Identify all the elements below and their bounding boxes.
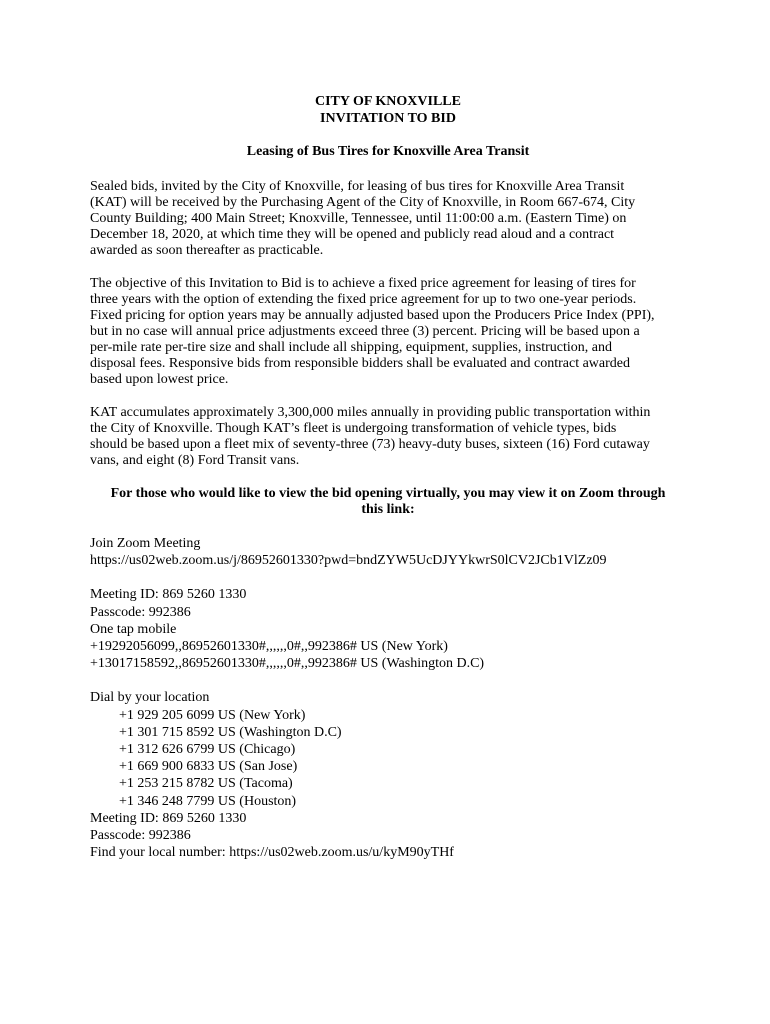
dial-number: +1 301 715 8592 US (Washington D.C) xyxy=(119,724,342,740)
paragraph-objective xyxy=(90,276,686,388)
paragraph-line: Fixed pricing for option years may be annually adjusted based upon the Producers Price Index (PPI), xyxy=(90,308,655,323)
dial-number: +1 669 900 6833 US (San Jose) xyxy=(119,759,298,775)
passcode: Passcode: 992386 xyxy=(90,604,191,620)
zoom-join-block xyxy=(90,535,686,569)
document-body xyxy=(90,93,686,861)
paragraph-sealed-bids xyxy=(90,179,686,259)
dial-label: Dial by your location xyxy=(90,690,210,706)
paragraph-line: (KAT) will be received by the Purchasing Agent of the City of Knoxville, in Room 667-674, City xyxy=(90,195,636,210)
meeting-id: Meeting ID: 869 5260 1330 xyxy=(90,587,247,603)
paragraph-line: based upon lowest price. xyxy=(90,372,229,387)
paragraph-line: but in no case will annual price adjustments exceed three (3) percent. Pricing will be based upon a xyxy=(90,324,640,339)
paragraph-line: Sealed bids, invited by the City of Knoxville, for leasing of bus tires for Knoxville Area Transit xyxy=(90,179,625,194)
paragraph-line: per-mile rate per-tire size and shall include all shipping, equipment, supplies, instruction, and xyxy=(90,340,612,355)
dial-number: +1 929 205 6099 US (New York) xyxy=(119,707,306,723)
one-tap-label: One tap mobile xyxy=(90,621,177,637)
paragraph-line: the City of Knoxville. Though KAT’s fleet is undergoing transformation of vehicle types, bids xyxy=(90,421,617,436)
dial-number: +1 346 248 7799 US (Houston) xyxy=(119,793,297,809)
zoom-notice-line: For those who would like to view the bid opening virtually, you may view it on Zoom through xyxy=(110,486,666,501)
paragraph-line: three years with the option of extending the fixed price agreement for up to two one-year periods. xyxy=(90,292,637,307)
meeting-id: Meeting ID: 869 5260 1330 xyxy=(90,810,247,826)
zoom-notice-line: this link: xyxy=(361,502,415,517)
one-tap-number[interactable]: +19292056099,,86952601330#,,,,,,0#,,992386# US (New York) xyxy=(90,639,448,655)
one-tap-number[interactable]: +13017158592,,86952601330#,,,,,,0#,,992386# US (Washington D.C) xyxy=(90,656,485,672)
join-zoom-label: Join Zoom Meeting xyxy=(90,536,201,551)
dial-number: +1 253 215 8782 US (Tacoma) xyxy=(119,776,293,792)
paragraph-line: should be based upon a fleet mix of seventy-three (73) heavy-duty buses, sixteen (16) Ford cutaway xyxy=(90,437,650,452)
local-number-link[interactable]: Find your local number: https://us02web.zoom.us/u/kyM90yTHf xyxy=(90,845,454,861)
paragraph-kat-fleet xyxy=(90,405,686,469)
paragraph-line: County Building; 400 Main Street; Knoxville, Tennessee, until 11:00:00 a.m. (Eastern Time) on xyxy=(90,211,627,226)
zoom-notice xyxy=(90,486,686,518)
doc-type-title: INVITATION TO BID xyxy=(320,111,456,126)
passcode: Passcode: 992386 xyxy=(90,828,191,844)
subject-heading: Leasing of Bus Tires for Knoxville Area Transit xyxy=(246,144,530,159)
join-zoom-link[interactable]: https://us02web.zoom.us/j/86952601330?pwd=bndZYW5UcDJYYkwrS0lCV2JCb1VlZz09 xyxy=(90,553,607,569)
paragraph-line: vans, and eight (8) Ford Transit vans. xyxy=(90,453,300,468)
org-title: CITY OF KNOXVILLE xyxy=(315,94,461,109)
zoom-meeting-details xyxy=(90,586,686,672)
paragraph-line: disposal fees. Responsive bids from responsible bidders shall be evaluated and contract awarded xyxy=(90,356,631,371)
paragraph-line: December 18, 2020, at which time they will be opened and publicly read aloud and a contract xyxy=(90,227,615,242)
dial-number: +1 312 626 6799 US (Chicago) xyxy=(119,742,296,758)
paragraph-line: The objective of this Invitation to Bid is to achieve a fixed price agreement for leasing of tires for xyxy=(90,276,636,291)
paragraph-line: KAT accumulates approximately 3,300,000 miles annually in providing public transportation within xyxy=(90,405,651,420)
paragraph-line: awarded as soon thereafter as practicable. xyxy=(90,243,324,258)
zoom-dial-block xyxy=(90,689,686,861)
